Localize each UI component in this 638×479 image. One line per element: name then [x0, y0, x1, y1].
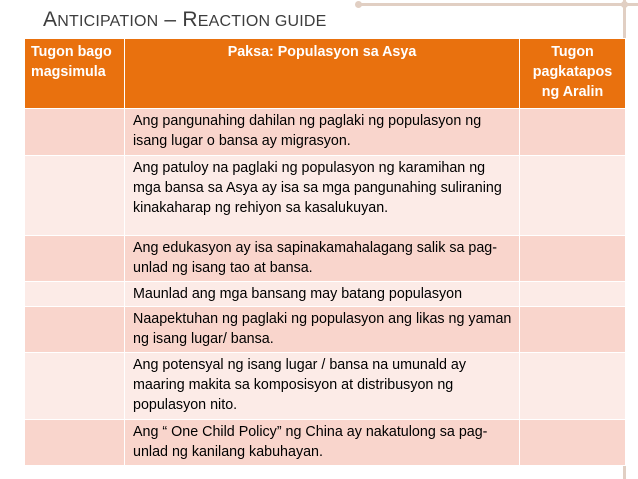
- before-cell[interactable]: [25, 420, 125, 466]
- header-before: Tugon bago magsimula: [25, 39, 125, 109]
- title-initial: A: [43, 8, 58, 31]
- table-row: [25, 156, 626, 236]
- statement-cell: Ang pangunahing dahilan ng paglaki ng populasyon ng isang lugar o bansa ay migrasyon.: [125, 109, 520, 156]
- after-cell[interactable]: [520, 156, 626, 236]
- table-row: [25, 307, 626, 353]
- before-cell[interactable]: [25, 282, 125, 307]
- title-word-2: EACTION GUIDE: [197, 13, 327, 30]
- table-row: [25, 282, 626, 307]
- after-cell[interactable]: [520, 307, 626, 353]
- header-after: Tugon pagkatapos ng Aralin: [520, 39, 626, 109]
- table-row: [25, 236, 626, 282]
- before-cell[interactable]: [25, 109, 125, 156]
- decorative-rule-dot: [355, 1, 362, 8]
- before-cell[interactable]: [25, 307, 125, 353]
- title-dash: –: [158, 8, 183, 31]
- statement-cell: Ang “ One Child Policy” ng China ay nakatulong sa pag-unlad ng kanilang kabuhayan.: [125, 420, 520, 466]
- title-initial-2: R: [182, 8, 198, 31]
- statement-cell: Maunlad ang mga bansang may batang populasyon: [125, 282, 520, 307]
- title-word-1: NTICIPATION: [57, 13, 159, 30]
- decorative-top-rule: [360, 3, 638, 6]
- after-cell[interactable]: [520, 282, 626, 307]
- before-cell[interactable]: [25, 156, 125, 236]
- statement-cell: Ang edukasyon ay isa sapinakamahalagang salik sa pag-unlad ng isang tao at bansa.: [125, 236, 520, 282]
- before-cell[interactable]: [25, 236, 125, 282]
- table-header-row: [25, 39, 626, 109]
- page-title: [43, 8, 327, 34]
- table-row: [25, 353, 626, 420]
- table-row: [25, 420, 626, 466]
- header-topic: Paksa: Populasyon sa Asya: [125, 39, 520, 109]
- decorative-rule-dot: [621, 1, 628, 8]
- anticipation-reaction-table: [24, 38, 626, 466]
- statement-cell: Naapektuhan ng paglaki ng populasyon ang likas ng yaman ng isang lugar/ bansa.: [125, 307, 520, 353]
- statement-cell: Ang potensyal ng isang lugar / bansa na umunald ay maaring makita sa komposisyon at distribusyon ng populasyon nito.: [125, 353, 520, 420]
- after-cell[interactable]: [520, 353, 626, 420]
- table-row: [25, 109, 626, 156]
- after-cell[interactable]: [520, 420, 626, 466]
- after-cell[interactable]: [520, 236, 626, 282]
- after-cell[interactable]: [520, 109, 626, 156]
- before-cell[interactable]: [25, 353, 125, 420]
- statement-cell: Ang patuloy na paglaki ng populasyon ng karamihan ng mga bansa sa Asya ay isa sa mga pangunahing suliraning kinakaharap ng rehiyon sa kasalukuyan.: [125, 156, 520, 236]
